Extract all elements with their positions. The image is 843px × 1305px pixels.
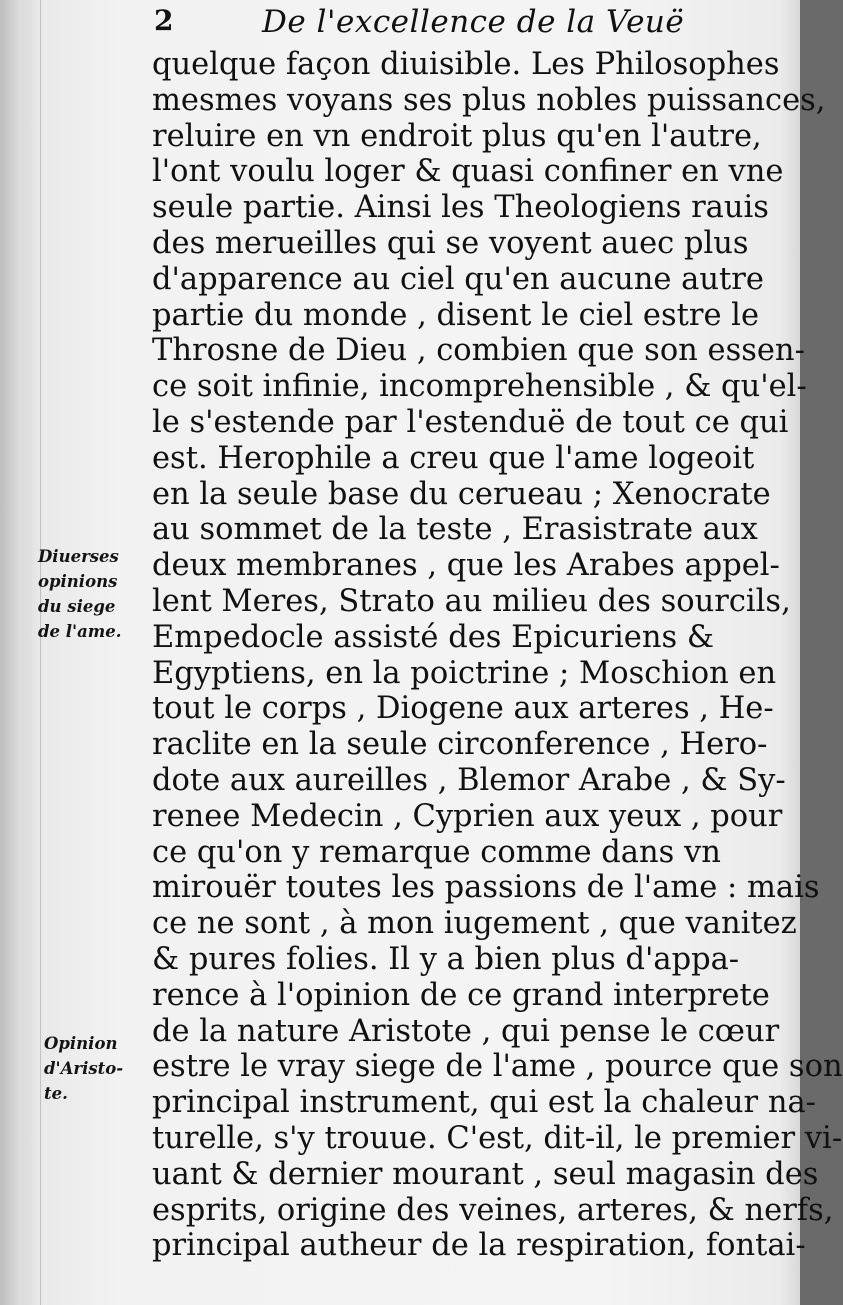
text-line: dote aux aureilles , Blemor Arabe , & Sy-: [152, 762, 786, 798]
text-line: uant & dernier mourant , seul magasin des: [152, 1156, 819, 1192]
text-line: quelque façon diuisible. Les Philosophes: [152, 47, 780, 82]
margin-note-line: Opinion: [44, 1034, 118, 1053]
text-line: Throsne de Dieu , combien que son essen-: [152, 333, 805, 369]
margin-note-line: opinions: [38, 572, 118, 591]
text-line: esprits, origine des veines, arteres, & nerfs,: [152, 1192, 834, 1228]
text-line: est. Herophile a creu que l'ame logeoit: [152, 440, 755, 476]
text-line: d'apparence au ciel qu'en aucune autre: [152, 261, 764, 297]
text-line: Empedocle assisté des Epicuriens &: [152, 619, 714, 655]
page-number: 2: [154, 4, 174, 37]
text-line: Egyptiens, en la poictrine ; Moschion en: [152, 655, 777, 691]
text-line: des merueilles qui se voyent auec plus: [152, 225, 749, 261]
margin-note-opinions: [38, 544, 122, 644]
text-line: mirouër toutes les passions de l'ame : mais: [152, 870, 820, 906]
text-line: l'ont voulu loger & quasi confiner en vne: [152, 154, 784, 190]
text-line: reluire en vn endroit plus qu'en l'autre,: [152, 118, 762, 154]
margin-note-line: Diuerses: [38, 547, 119, 566]
margin-note-line: du siege: [38, 597, 116, 616]
margin-note-line: d'Aristo-: [44, 1059, 124, 1078]
text-line: mesmes voyans ses plus nobles puissances,: [152, 82, 826, 118]
text-line: deux membranes , que les Arabes appel-: [152, 548, 780, 584]
text-line: au sommet de la teste , Erasistrate aux: [152, 512, 758, 548]
margin-note-line: te.: [44, 1084, 68, 1103]
text-line: estre le vray siege de l'ame , pource que son: [152, 1049, 843, 1085]
text-line: lent Meres, Strato au milieu des sourcils,: [152, 583, 791, 619]
page-header: [150, 4, 790, 44]
body-text: [152, 47, 843, 1264]
text-line: tout le corps , Diogene aux arteres , He-: [152, 691, 774, 727]
margin-note-aristotle: [44, 1031, 123, 1106]
text-line: turelle, s'y trouue. C'est, dit-il, le premier vi-: [152, 1120, 843, 1156]
text-line: le s'estende par l'estenduë de tout ce qui: [152, 404, 789, 440]
text-line: raclite en la seule circonference , Hero-: [152, 727, 768, 763]
running-title: De l'excellence de la Veuë: [262, 4, 685, 40]
text-line: renee Medecin , Cyprien aux yeux , pour: [152, 798, 783, 834]
text-line: principal instrument, qui est la chaleur na-: [152, 1085, 816, 1121]
text-line: ce ne sont , à mon iugement , que vanitez: [152, 906, 797, 942]
page-shadow: [0, 0, 34, 1305]
text-line: principal autheur de la respiration, fontai-: [152, 1228, 806, 1264]
text-line: rence à l'opinion de ce grand interprete: [152, 977, 770, 1013]
page-edge-line: [40, 0, 41, 1305]
text-line: ce soit infinie, incomprehensible , & qu'el-: [152, 369, 807, 405]
text-line: ce qu'on y remarque comme dans vn: [152, 834, 721, 870]
text-line: en la seule base du cerueau ; Xenocrate: [152, 476, 771, 512]
text-line: seule partie. Ainsi les Theologiens rauis: [152, 190, 769, 226]
text-line: de la nature Aristote , qui pense le cœur: [152, 1013, 780, 1049]
text-line: & pures folies. Il y a bien plus d'appa-: [152, 941, 740, 977]
text-line: partie du monde , disent le ciel estre le: [152, 297, 759, 333]
margin-note-line: de l'ame.: [38, 622, 122, 641]
